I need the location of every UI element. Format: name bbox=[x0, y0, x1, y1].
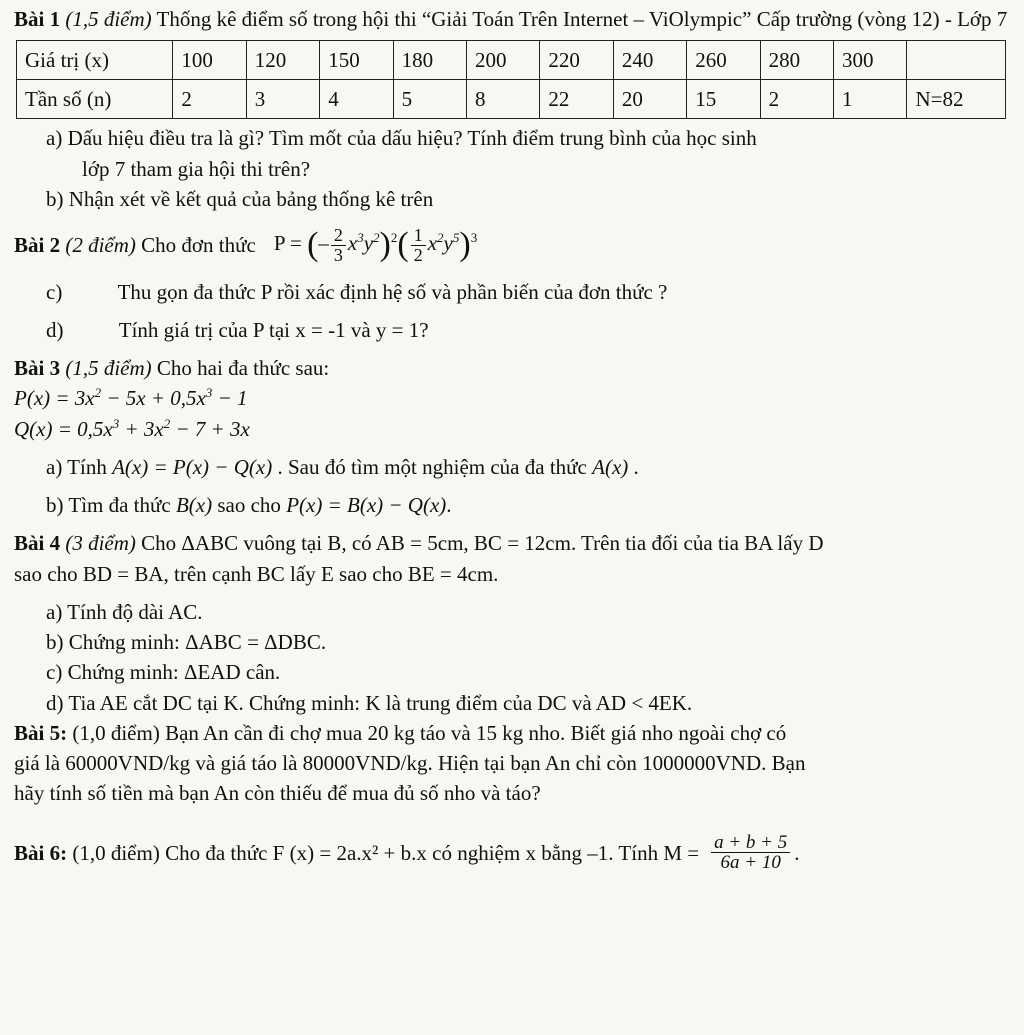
bai2-intro: Cho đơn thức bbox=[141, 233, 256, 258]
qc-text: Thu gọn đa thức P rồi xác định hệ số và phần biến của đơn thức ? bbox=[117, 279, 668, 304]
bai5-heading: Bài 5: bbox=[14, 720, 68, 745]
bai2-question-d bbox=[14, 317, 1010, 343]
table-row-values bbox=[17, 41, 1006, 80]
value-cell: 150 bbox=[320, 41, 393, 80]
qa-post: . Sau đó tìm một nghiệm của đa thức bbox=[277, 454, 587, 479]
value-cell bbox=[907, 41, 1006, 80]
row-label-values: Giá trị (x) bbox=[17, 41, 173, 80]
qa-pre: a) Tính bbox=[46, 454, 107, 479]
frac-den: 6a + 10 bbox=[720, 852, 781, 874]
bai4-question-c: c) Chứng minh: ΔEAD cân. bbox=[46, 660, 281, 685]
freq-cell: 2 bbox=[173, 80, 246, 119]
value-cell: 100 bbox=[173, 41, 246, 80]
frac-den: 3 bbox=[333, 244, 343, 265]
freq-cell: 4 bbox=[320, 80, 393, 119]
freq-cell: 15 bbox=[687, 80, 760, 119]
bai6-tail: . bbox=[794, 840, 800, 865]
bai6-text1: (1,0 điểm) Cho đa thức F (x) = 2a.x² + b.x có nghiệm x bằng –1. Tính M = bbox=[72, 840, 700, 865]
qb-mid: sao cho bbox=[217, 493, 281, 517]
freq-cell: 22 bbox=[540, 80, 613, 119]
qd-text: Tính giá trị của P tại x = -1 và y = 1? bbox=[118, 317, 429, 342]
bai2-expression: P = (– $\frac{2}{3}$ $x^3y^2)^2$( $\frac{1}{2}$ $x^2y^5)^3$ bbox=[273, 224, 478, 265]
frac-num: a + b + 5 bbox=[711, 833, 790, 854]
polynomial-q: $Q(x) = 0,5x^3 + 3x^2 - 7 + 3x$ bbox=[14, 415, 250, 441]
qc-label: c) bbox=[46, 279, 63, 304]
bai5-line1 bbox=[14, 720, 1010, 746]
bai1-question-a-cont: lớp 7 tham gia hội thi trên? bbox=[82, 156, 311, 181]
bai4-text1: Cho ΔABC vuông tại B, có AB = 5cm, BC = 12cm. Trên tia đối của tia BA lấy D bbox=[141, 531, 824, 556]
bai5-line2: giá là 60000VND/kg và giá táo là 80000VND/kg. Hiện tại bạn An chỉ còn 1000000VND. Bạn bbox=[14, 751, 806, 775]
bai1-heading: Bài 1 bbox=[14, 7, 61, 31]
table-row-freqs bbox=[17, 80, 1006, 119]
bai4-heading: Bài 4 bbox=[14, 531, 61, 556]
frac-den: 2 bbox=[413, 244, 423, 265]
bai3-points: (1,5 điểm) bbox=[65, 356, 152, 380]
bai1-points: (1,5 điểm) bbox=[65, 7, 152, 31]
row-label-freqs: Tần số (n) bbox=[17, 80, 173, 119]
value-cell: 280 bbox=[760, 41, 833, 80]
bai4-question-b: b) Chứng minh: ΔABC = ΔDBC. bbox=[46, 630, 327, 654]
freq-cell: 1 bbox=[834, 80, 907, 119]
bai3-heading: Bài 3 bbox=[14, 356, 61, 380]
freq-cell: 3 bbox=[246, 80, 319, 119]
freq-cell: 2 bbox=[760, 80, 833, 119]
value-cell: 200 bbox=[467, 41, 540, 80]
bai4-question-d: d) Tia AE cắt DC tại K. Chứng minh: K là trung điểm của DC và AD < 4EK. bbox=[46, 690, 693, 715]
polynomial-p: $P(x) = 3x^2 - 5x + 0,5x^3 - 1$ bbox=[14, 385, 248, 411]
bai4-statement bbox=[14, 530, 1010, 556]
bai1-question-a: a) Dấu hiệu điều tra là gì? Tìm mốt của dấu hiệu? Tính điểm trung bình của học sinh bbox=[46, 126, 757, 151]
value-cell: 300 bbox=[834, 41, 907, 80]
bai6-statement bbox=[14, 833, 1010, 874]
fraction-2-3 bbox=[331, 226, 346, 265]
expr-lhs: P = bbox=[273, 231, 302, 256]
value-cell: 220 bbox=[540, 41, 613, 80]
fraction-1-2 bbox=[411, 226, 426, 265]
bai2-points: (2 điểm) bbox=[65, 233, 136, 258]
bai6-heading: Bài 6: bbox=[14, 840, 68, 865]
value-cell: 120 bbox=[246, 41, 319, 80]
qb-pre: b) Tìm đa thức bbox=[46, 493, 171, 517]
bai5-text1: (1,0 điểm) Bạn An cần đi chợ mua 20 kg táo và 15 kg nho. Biết giá nho ngoài chợ có bbox=[72, 720, 787, 745]
freq-cell-total: N=82 bbox=[907, 80, 1006, 119]
value-cell: 180 bbox=[393, 41, 466, 80]
freq-cell: 20 bbox=[613, 80, 686, 119]
freq-cell: 5 bbox=[393, 80, 466, 119]
frac-num: 2 bbox=[331, 226, 346, 246]
bai3-title bbox=[14, 355, 1010, 381]
bai2-heading: Bài 2 bbox=[14, 233, 61, 258]
bai1-title bbox=[14, 6, 1010, 32]
bai2-question-c bbox=[14, 279, 1010, 305]
frac-num: 1 bbox=[411, 226, 426, 246]
freq-cell: 8 bbox=[467, 80, 540, 119]
bai4-question-a: a) Tính độ dài AC. bbox=[46, 599, 203, 624]
qd-label: d) bbox=[46, 317, 64, 342]
bai1-question-b: b) Nhận xét về kết quả của bảng thống kê trên bbox=[46, 186, 434, 211]
bai4-text2: sao cho BD = BA, trên cạnh BC lấy E sao cho BE = 4cm. bbox=[14, 561, 499, 586]
bai3-intro: Cho hai đa thức sau: bbox=[156, 356, 330, 380]
bai4-points: (3 điểm) bbox=[65, 531, 136, 556]
bai1-text: Thống kê điểm số trong hội thi “Giải Toán Trên Internet – ViOlympic” Cấp trường (vòng 12) - Lớp 7 bbox=[156, 7, 1008, 31]
fraction-m bbox=[711, 833, 790, 874]
value-cell: 260 bbox=[687, 41, 760, 80]
bai3-question-a: a) Tính A(x) = P(x) − Q(x) . Sau đó tìm một nghiệm của đa thức A(x) . bbox=[46, 454, 639, 479]
frequency-table bbox=[16, 40, 1006, 119]
value-cell: 240 bbox=[613, 41, 686, 80]
bai5-line3: hãy tính số tiền mà bạn An còn thiếu để mua đủ số nho và táo? bbox=[14, 781, 541, 806]
bai3-question-b: b) Tìm đa thức B(x) sao cho P(x) = B(x) − Q(x). bbox=[46, 493, 452, 517]
bai2-statement bbox=[14, 224, 1010, 267]
